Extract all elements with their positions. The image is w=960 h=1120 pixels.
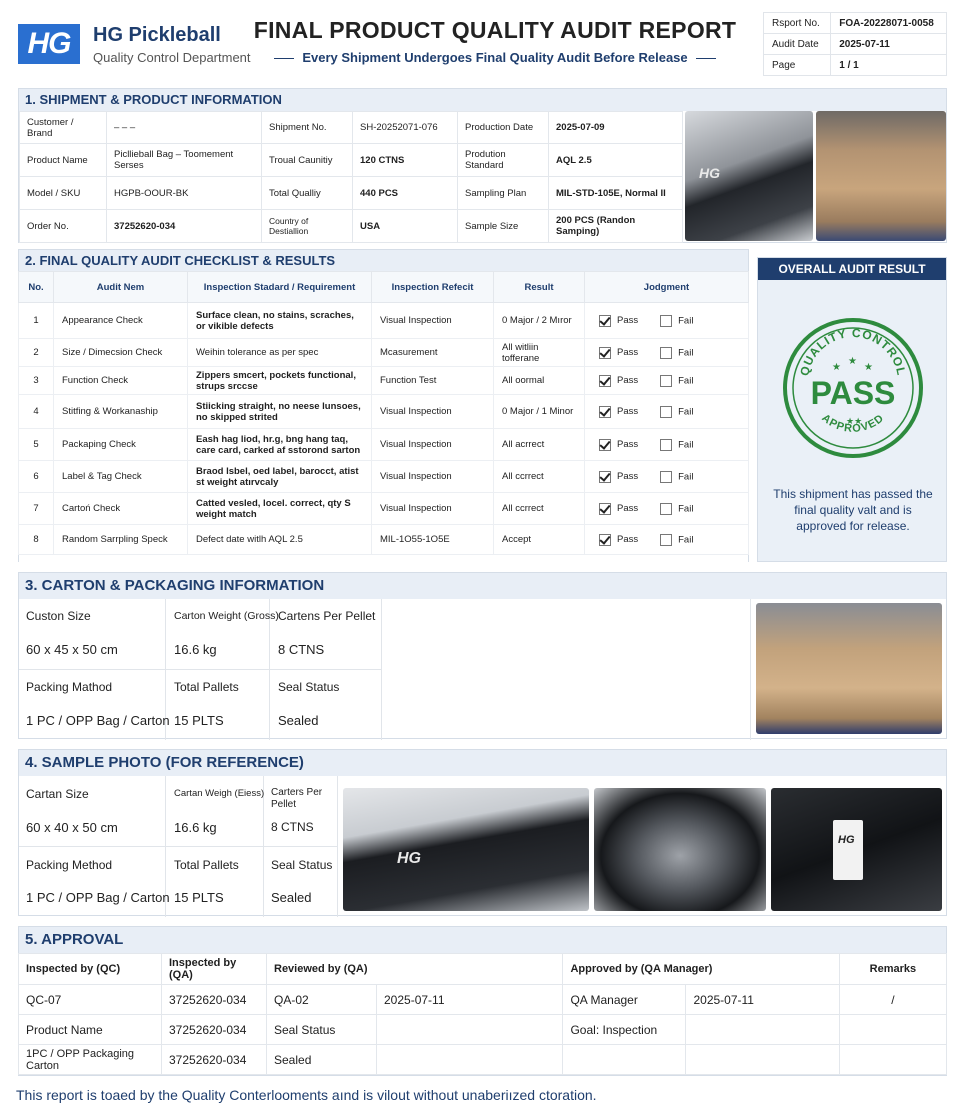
field-value: 120 CTNS [353,144,458,177]
fail-checkbox[interactable] [660,347,672,359]
checklist-row [19,525,749,555]
checklist-result: Accept [494,525,585,555]
field-label: Order No. [20,210,107,243]
bag-interior-photo [594,788,766,911]
pass-checkbox[interactable] [599,315,611,327]
pass-checkbox[interactable] [599,406,611,418]
checklist-standard: Braod lsbel, oed label, barocct, atist st weight atırvcaly [188,461,372,493]
checklist-result: All acrrect [494,429,585,461]
fail-checkbox[interactable] [660,439,672,451]
field-label: Country of Destiallion [262,210,353,243]
info-value: 60 x 45 x 50 cm [26,642,118,657]
pallet-cartons-photo [756,603,942,734]
info-label: Carters Per Pellet [271,787,323,810]
page-number: 1 / 1 [831,55,947,76]
approval-cell [686,1015,839,1045]
pass-checkbox[interactable] [599,503,611,515]
checklist-number: 1 [19,303,54,339]
info-label: Total Pallets [174,858,239,872]
shipment-info-table [19,111,683,243]
report-footer: This report is toaed by the Quality Conterlooments aınd is vilout without unaberiızed ctoration. [16,1087,597,1103]
report-title: FINAL PRODUCT QUALITY AUDIT REPORT [253,17,737,43]
info-value: 15 PLTS [174,890,224,905]
approval-cell: QA-02 [267,985,377,1015]
pass-label: Pass [617,471,639,483]
audit-date: 2025-07-11 [831,34,947,55]
info-value: 8 CTNS [271,820,314,834]
checklist-judgment [585,429,749,461]
checklist-number: 8 [19,525,54,555]
audit-checklist-table [18,271,749,555]
pass-checkbox[interactable] [599,471,611,483]
checklist-judgment [585,525,749,555]
info-value: Sealed [271,890,312,905]
checklist-row [19,395,749,429]
info-label: Carton Weight (Gross) [174,610,279,622]
field-label: Total Qualliy [262,177,353,210]
field-label: Model / SKU [20,177,107,210]
checklist-row [19,303,749,339]
checklist-judgment [585,367,749,395]
checklist-method: Visual Inspection [372,429,494,461]
col-header: No. [19,272,54,303]
info-value: 8 CTNS [278,642,325,657]
checklist-method: Visual Inspection [372,395,494,429]
department-name: Quality Control Department [93,50,251,65]
approval-header: Inspected by (QC) [19,954,162,985]
section-title: 2. FINAL QUALITY AUDIT CHECKLIST & RESULTS [19,250,748,272]
fail-checkbox[interactable] [660,503,672,515]
checklist-judgment [585,493,749,525]
approval-cell: 2025-07-11 [686,985,839,1015]
photo-bag-label: HG [397,850,421,867]
checklist-row [19,429,749,461]
approval-table [18,953,947,1075]
info-label: Seal Status [278,680,340,694]
overall-result-title: OVERALL AUDIT RESULT [758,258,946,280]
checklist-number: 2 [19,339,54,367]
fail-checkbox[interactable] [660,471,672,483]
checklist-method: Function Test [372,367,494,395]
approval-cell: Seal Status [267,1015,377,1045]
field-value: 200 PCS (Randon Samping) [549,210,683,243]
section-title: 1. SHIPMENT & PRODUCT INFORMATION [19,89,946,111]
field-value: 37252620-034 [107,210,262,243]
svg-text:★: ★ [848,356,857,367]
fail-label: Fail [678,471,694,483]
field-label: Shipment No. [262,112,353,144]
col-header: Result [494,272,585,303]
field-value: 440 PCS [353,177,458,210]
field-value: USA [353,210,458,243]
hang-tag-label: HG [838,834,855,846]
checklist-judgment [585,395,749,429]
field-value: – – – [107,112,262,144]
approval-header: Remarks [839,954,946,985]
hang-tag [833,820,863,880]
info-label: Cartan Weigh (Eiess) [174,788,265,799]
checklist-item: Random Sarrpling Speck [54,525,188,555]
stamp-bottom-text: APPROVED [819,411,887,435]
company-logo: HG [18,24,80,64]
photo-bag-label: HG [699,165,720,181]
info-label: Seal Status [271,858,333,872]
checklist-item: Size / Dimecsion Check [54,339,188,367]
approval-cell: QA Manager [563,985,686,1015]
section-title: 4. SAMPLE PHOTO (FOR REFERENCE) [19,750,946,776]
approval-cell [563,1045,686,1075]
fail-checkbox[interactable] [660,406,672,418]
fail-label: Fail [678,375,694,387]
section-title: 5. APPROVAL [19,927,946,953]
checklist-item: Cartoń Check [54,493,188,525]
checklist-judgment [585,339,749,367]
checklist-method: MIL-1O55-1O5E [372,525,494,555]
info-value: 1 PC / OPP Bag / Carton [26,713,170,728]
checklist-row [19,493,749,525]
checklist-standard: Zippers smcert, pockets functional, strups srccse [188,367,372,395]
approval-cell [377,1015,563,1045]
fail-checkbox[interactable] [660,375,672,387]
checklist-item: Appearance Check [54,303,188,339]
field-value: 2025-07-09 [549,112,683,144]
info-label: Packing Method [26,858,113,872]
field-value: HGPB-OOUR-BK [107,177,262,210]
checklist-result: 0 Major / 1 Minor [494,395,585,429]
col-header: Jodgment [585,272,749,303]
approval-cell: 37252620-034 [162,985,267,1015]
field-label: Prodution Standard [458,144,549,177]
checklist-result: 0 Major / 2 Mıror [494,303,585,339]
checklist-number: 3 [19,367,54,395]
checklist-item: Packaping Check [54,429,188,461]
field-label: Customer / Brand [20,112,107,144]
approval-cell: Product Name [19,1015,162,1045]
svg-text:★: ★ [864,362,873,373]
report-subtitle: Every Shipment Undergoes Final Quality Audit Before Release [250,50,740,65]
checklist-number: 5 [19,429,54,461]
col-header: Inspection Refecit [372,272,494,303]
field-label: Troual Caunitiy [262,144,353,177]
pass-label: Pass [617,439,639,451]
checklist-result: All oormal [494,367,585,395]
pass-checkbox[interactable] [599,347,611,359]
checklist-standard: Surface clean, no stains, scraches, or vikible defects [188,303,372,339]
meta-label: Page [764,55,831,76]
checklist-method: Visual Inspection [372,461,494,493]
checklist-standard: Stiicking straight, no neese lunsoes, no skipped strited [188,395,372,429]
pass-label: Pass [617,375,639,387]
checklist-item: Label & Tag Check [54,461,188,493]
approval-header: Reviewed by (QA) [267,954,563,985]
stamp-top-text: QUALITY CONTROL [797,325,909,378]
bag-hang-tag-photo [771,788,942,911]
col-header: Inspection Stadard / Requirement [188,272,372,303]
product-bag-photo [685,111,813,241]
pass-stamp-icon [782,302,924,462]
fail-checkbox[interactable] [660,315,672,327]
section-title: 3. CARTON & PACKAGING INFORMATION [19,573,946,599]
field-label: Production Date [458,112,549,144]
carton-packaging-section [18,572,947,739]
meta-label: Rsport No. [764,13,831,34]
checklist-result: All witliin tofferane [494,339,585,367]
info-label: Custon Size [26,609,91,623]
overall-result-message: This shipment has passed the final quality valt and is approved for release. [773,487,933,533]
field-label: Product Name [20,144,107,177]
overall-result-panel [757,257,947,562]
checklist-number: 7 [19,493,54,525]
info-value: 15 PLTS [174,713,224,728]
pass-label: Pass [617,315,639,327]
remarks-cell [839,1045,946,1075]
svg-text:★: ★ [832,362,841,373]
pass-checkbox[interactable] [599,439,611,451]
approval-cell: QC-07 [19,985,162,1015]
pass-checkbox[interactable] [599,534,611,546]
svg-text:★★: ★★ [846,416,863,426]
info-label: Cartan Size [26,787,89,801]
col-header: Audit Nem [54,272,188,303]
fail-label: Fail [678,439,694,451]
field-label: Sampling Plan [458,177,549,210]
info-value: 16.6 kg [174,642,217,657]
fail-label: Fail [678,406,694,418]
checklist-judgment [585,461,749,493]
remarks-cell [839,1015,946,1045]
fail-label: Fail [678,315,694,327]
info-label: Packing Mathod [26,680,113,694]
approval-cell: 2025-07-11 [377,985,563,1015]
info-label: Total Pallets [174,680,239,694]
field-value: Picllieball Bag – Toomement Serses [107,144,262,177]
remarks-cell: / [839,985,946,1015]
checklist-standard: Weihin tolerance as per spec [188,339,372,367]
checklist-judgment [585,303,749,339]
field-value: AQL 2.5 [549,144,683,177]
approval-cell [686,1045,839,1075]
brand-name: HG Pickleball [93,24,221,46]
fail-label: Fail [678,534,694,546]
pass-label: Pass [617,347,639,359]
checklist-standard: Eash hag liod, hr.g, bng hang taq, care card, carked af sstorond sarton [188,429,372,461]
info-value: 60 x 40 x 50 cm [26,820,118,835]
pass-label: Pass [617,534,639,546]
field-value: MIL-STD-105E, Normal II [549,177,683,210]
checklist-method: Visual Inspection [372,303,494,339]
checklist-number: 6 [19,461,54,493]
checklist-method: Mcasurement [372,339,494,367]
approval-cell: Sealed [267,1045,377,1075]
checklist-result: All ccrrect [494,493,585,525]
approval-cell: 1PC / OPP Packaging Carton [19,1045,162,1075]
pass-checkbox[interactable] [599,375,611,387]
report-meta-table [763,12,947,76]
info-value: 1 PC / OPP Bag / Carton [26,890,170,905]
fail-label: Fail [678,503,694,515]
info-value: 16.6 kg [174,820,217,835]
checklist-number: 4 [19,395,54,429]
report-number: FOA-20228071-0058 [831,13,947,34]
checklist-item: Function Check [54,367,188,395]
approval-cell: 37252620-034 [162,1045,267,1075]
approval-cell: 37252620-034 [162,1015,267,1045]
carton-pallet-photo [816,111,946,241]
sample-photo-section [18,749,947,916]
approval-cell [377,1045,563,1075]
checklist-standard: Defect date witlh AQL 2.5 [188,525,372,555]
checklist-row [19,461,749,493]
approval-header: Inspected by (QA) [162,954,267,985]
fail-label: Fail [678,347,694,359]
approval-header: Approved by (QA Manager) [563,954,839,985]
checklist-result: All ccrrect [494,461,585,493]
checklist-item: Stitfing & Workanaship [54,395,188,429]
info-value: Sealed [278,713,319,728]
pass-label: Pass [617,503,639,515]
field-label: Sample Size [458,210,549,243]
checklist-standard: Catted vesled, locel. correct, qty S weight match [188,493,372,525]
pass-label: Pass [617,406,639,418]
meta-label: Audit Date [764,34,831,55]
sample-bag-photo [343,788,589,911]
fail-checkbox[interactable] [660,534,672,546]
approval-cell: Goal: Inspection [563,1015,686,1045]
checklist-row [19,339,749,367]
stamp-main-text: PASS [810,375,896,411]
shipment-info-section [18,88,947,243]
info-label: Cartens Per Pellet [278,609,376,623]
field-value: SH-20252071-076 [353,112,458,144]
checklist-row [19,367,749,395]
checklist-method: Visual Inspection [372,493,494,525]
